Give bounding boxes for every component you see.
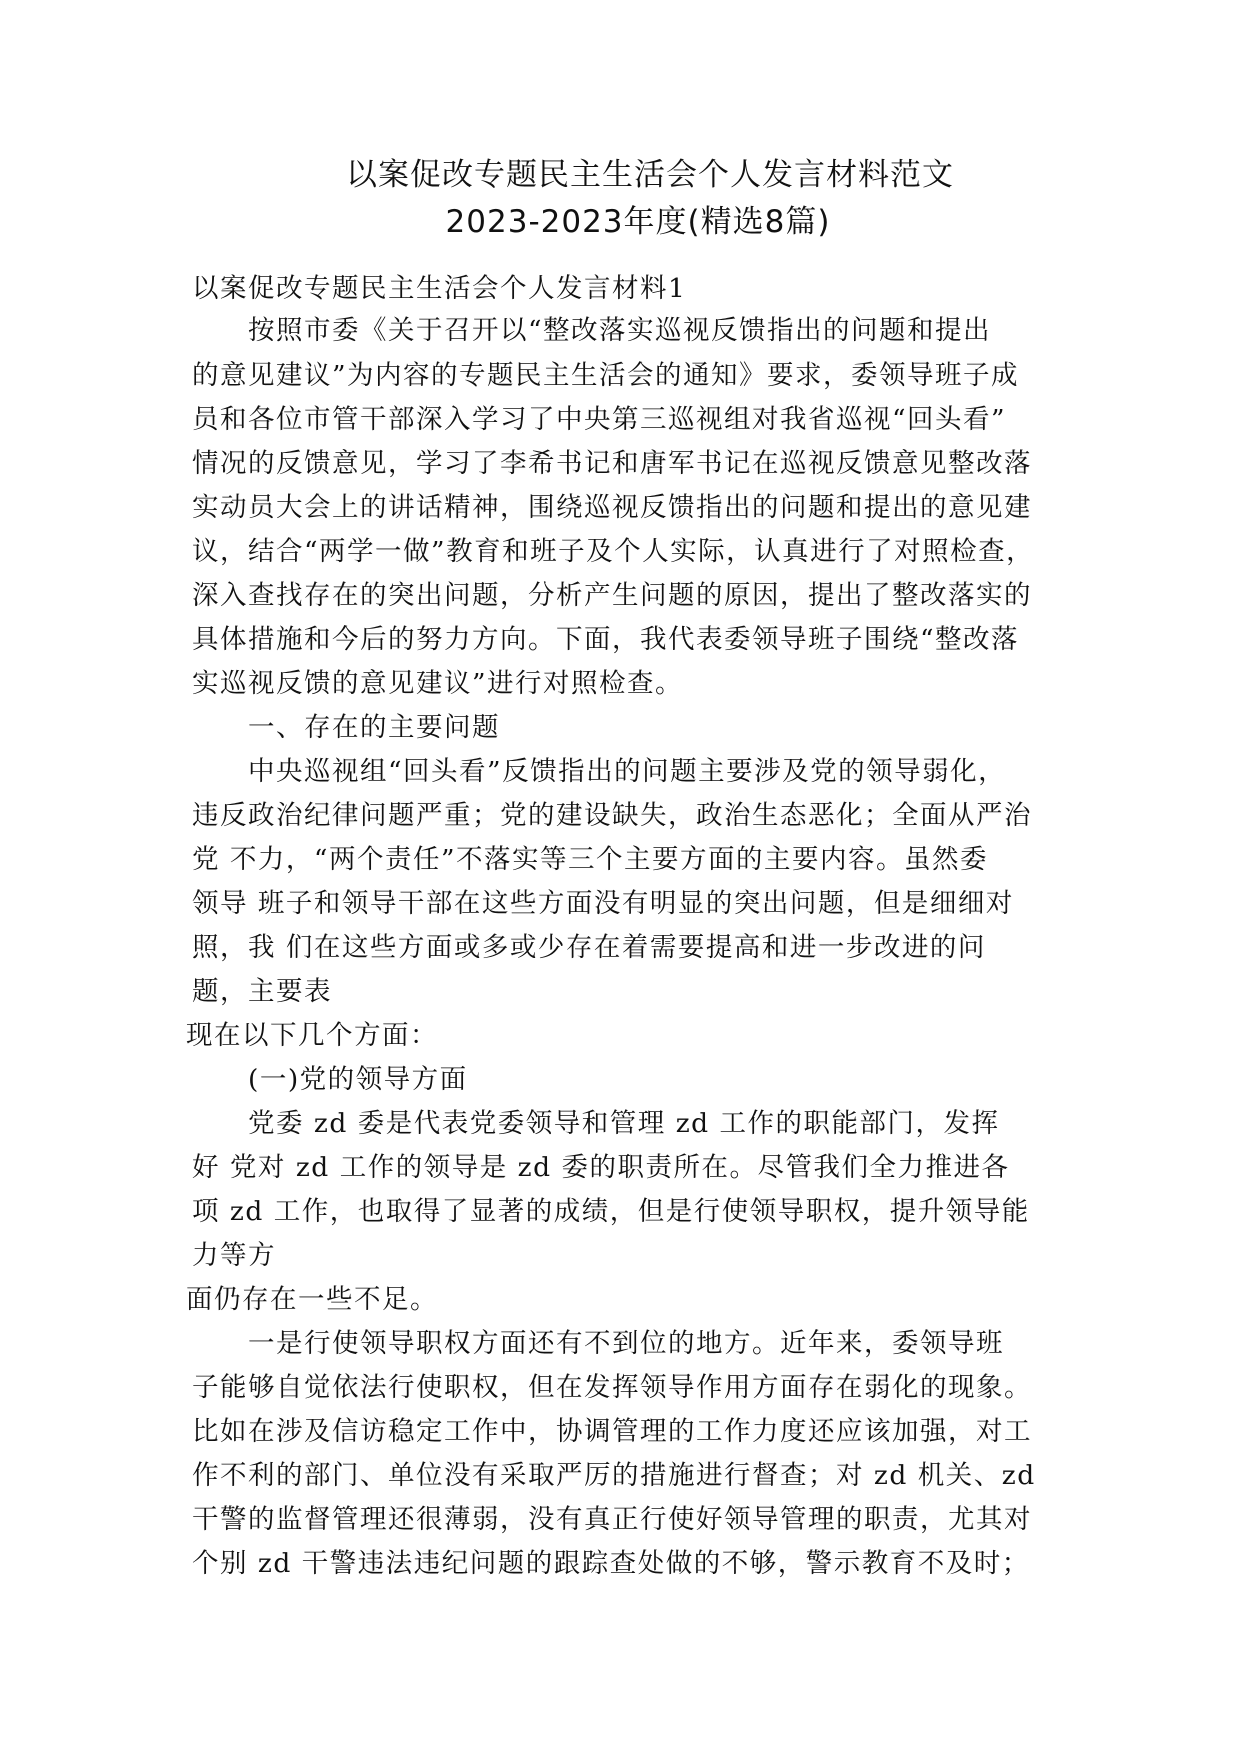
text-line: 比如在涉及信访稳定工作中，协调管理的工作力度还应该加强，对工 bbox=[192, 1416, 1032, 1447]
text-line: 项 zd 工作，也取得了显著的成绩，但是行使领导职权，提升领导能 bbox=[192, 1196, 1030, 1227]
text-line: 力等方 bbox=[192, 1240, 276, 1271]
text-line: 以案促改专题民主生活会个人发言材料1 bbox=[192, 273, 687, 304]
text-line: (一)党的领导方面 bbox=[192, 1064, 468, 1095]
text-line: 议，结合“两学一做”教育和班子及个人实际，认真进行了对照检查， bbox=[192, 536, 1035, 567]
text-line: 好 党对 zd 工作的领导是 zd 委的职责所在。尽管我们全力推进各 bbox=[192, 1152, 1010, 1183]
text-line: 中央巡视组“回头看”反馈指出的问题主要涉及党的领导弱化， bbox=[192, 756, 1007, 787]
text-line: 面仍存在一些不足。 bbox=[186, 1284, 438, 1315]
document-title-line-1: 以案促改专题民主生活会个人发言材料范文 bbox=[346, 157, 954, 193]
text-line: 个别 zd 干警违法违纪问题的跟踪查处做的不够，警示教育不及时； bbox=[192, 1548, 1030, 1579]
text-line: 党委 zd 委是代表党委领导和管理 zd 工作的职能部门，发挥 bbox=[192, 1108, 1000, 1139]
text-line: 按照市委《关于召开以“整改落实巡视反馈指出的问题和提出 bbox=[192, 315, 992, 346]
text-line: 题，主要表 bbox=[192, 976, 332, 1007]
text-line: 子能够自觉依法行使职权，但在发挥领导作用方面存在弱化的现象。 bbox=[192, 1372, 1032, 1403]
text-line: 党 不力，“两个责任”不落实等三个主要方面的主要内容。虽然委 bbox=[192, 844, 989, 875]
text-line: 领导 班子和领导干部在这些方面没有明显的突出问题，但是细细对 bbox=[192, 888, 1014, 919]
text-line: 干警的监督管理还很薄弱，没有真正行使好领导管理的职责，尤其对 bbox=[192, 1504, 1032, 1535]
text-line: 现在以下几个方面： bbox=[186, 1020, 438, 1051]
text-line: 实巡视反馈的意见建议”进行对照检查。 bbox=[192, 668, 684, 699]
text-line: 具体措施和今后的努力方向。下面，我代表委领导班子围绕“整改落 bbox=[192, 624, 1020, 655]
document-title-line-2: 2023-2023年度(精选8篇) bbox=[445, 204, 831, 240]
text-line: 情况的反馈意见，学习了李希书记和唐军书记在巡视反馈意见整改落 bbox=[192, 448, 1032, 479]
text-line: 违反政治纪律问题严重；党的建设缺失，政治生态恶化；全面从严治 bbox=[192, 800, 1032, 831]
text-line: 一是行使领导职权方面还有不到位的地方。近年来，委领导班 bbox=[192, 1328, 1004, 1359]
text-line: 的意见建议”为内容的专题民主生活会的通知》要求，委领导班子成 bbox=[192, 360, 1020, 391]
text-line: 照，我 们在这些方面或多或少存在着需要提高和进一步改进的问 bbox=[192, 932, 986, 963]
text-line: 深入查找存在的突出问题，分析产生问题的原因，提出了整改落实的 bbox=[192, 580, 1032, 611]
text-line: 作不利的部门、单位没有采取严厉的措施进行督查；对 zd 机关、zd bbox=[192, 1460, 1036, 1491]
text-line: 实动员大会上的讲话精神，围绕巡视反馈指出的问题和提出的意见建 bbox=[192, 492, 1032, 523]
text-line: 员和各位市管干部深入学习了中央第三巡视组对我省巡视“回头看” bbox=[192, 404, 1007, 435]
text-line: 一、存在的主要问题 bbox=[192, 712, 500, 743]
